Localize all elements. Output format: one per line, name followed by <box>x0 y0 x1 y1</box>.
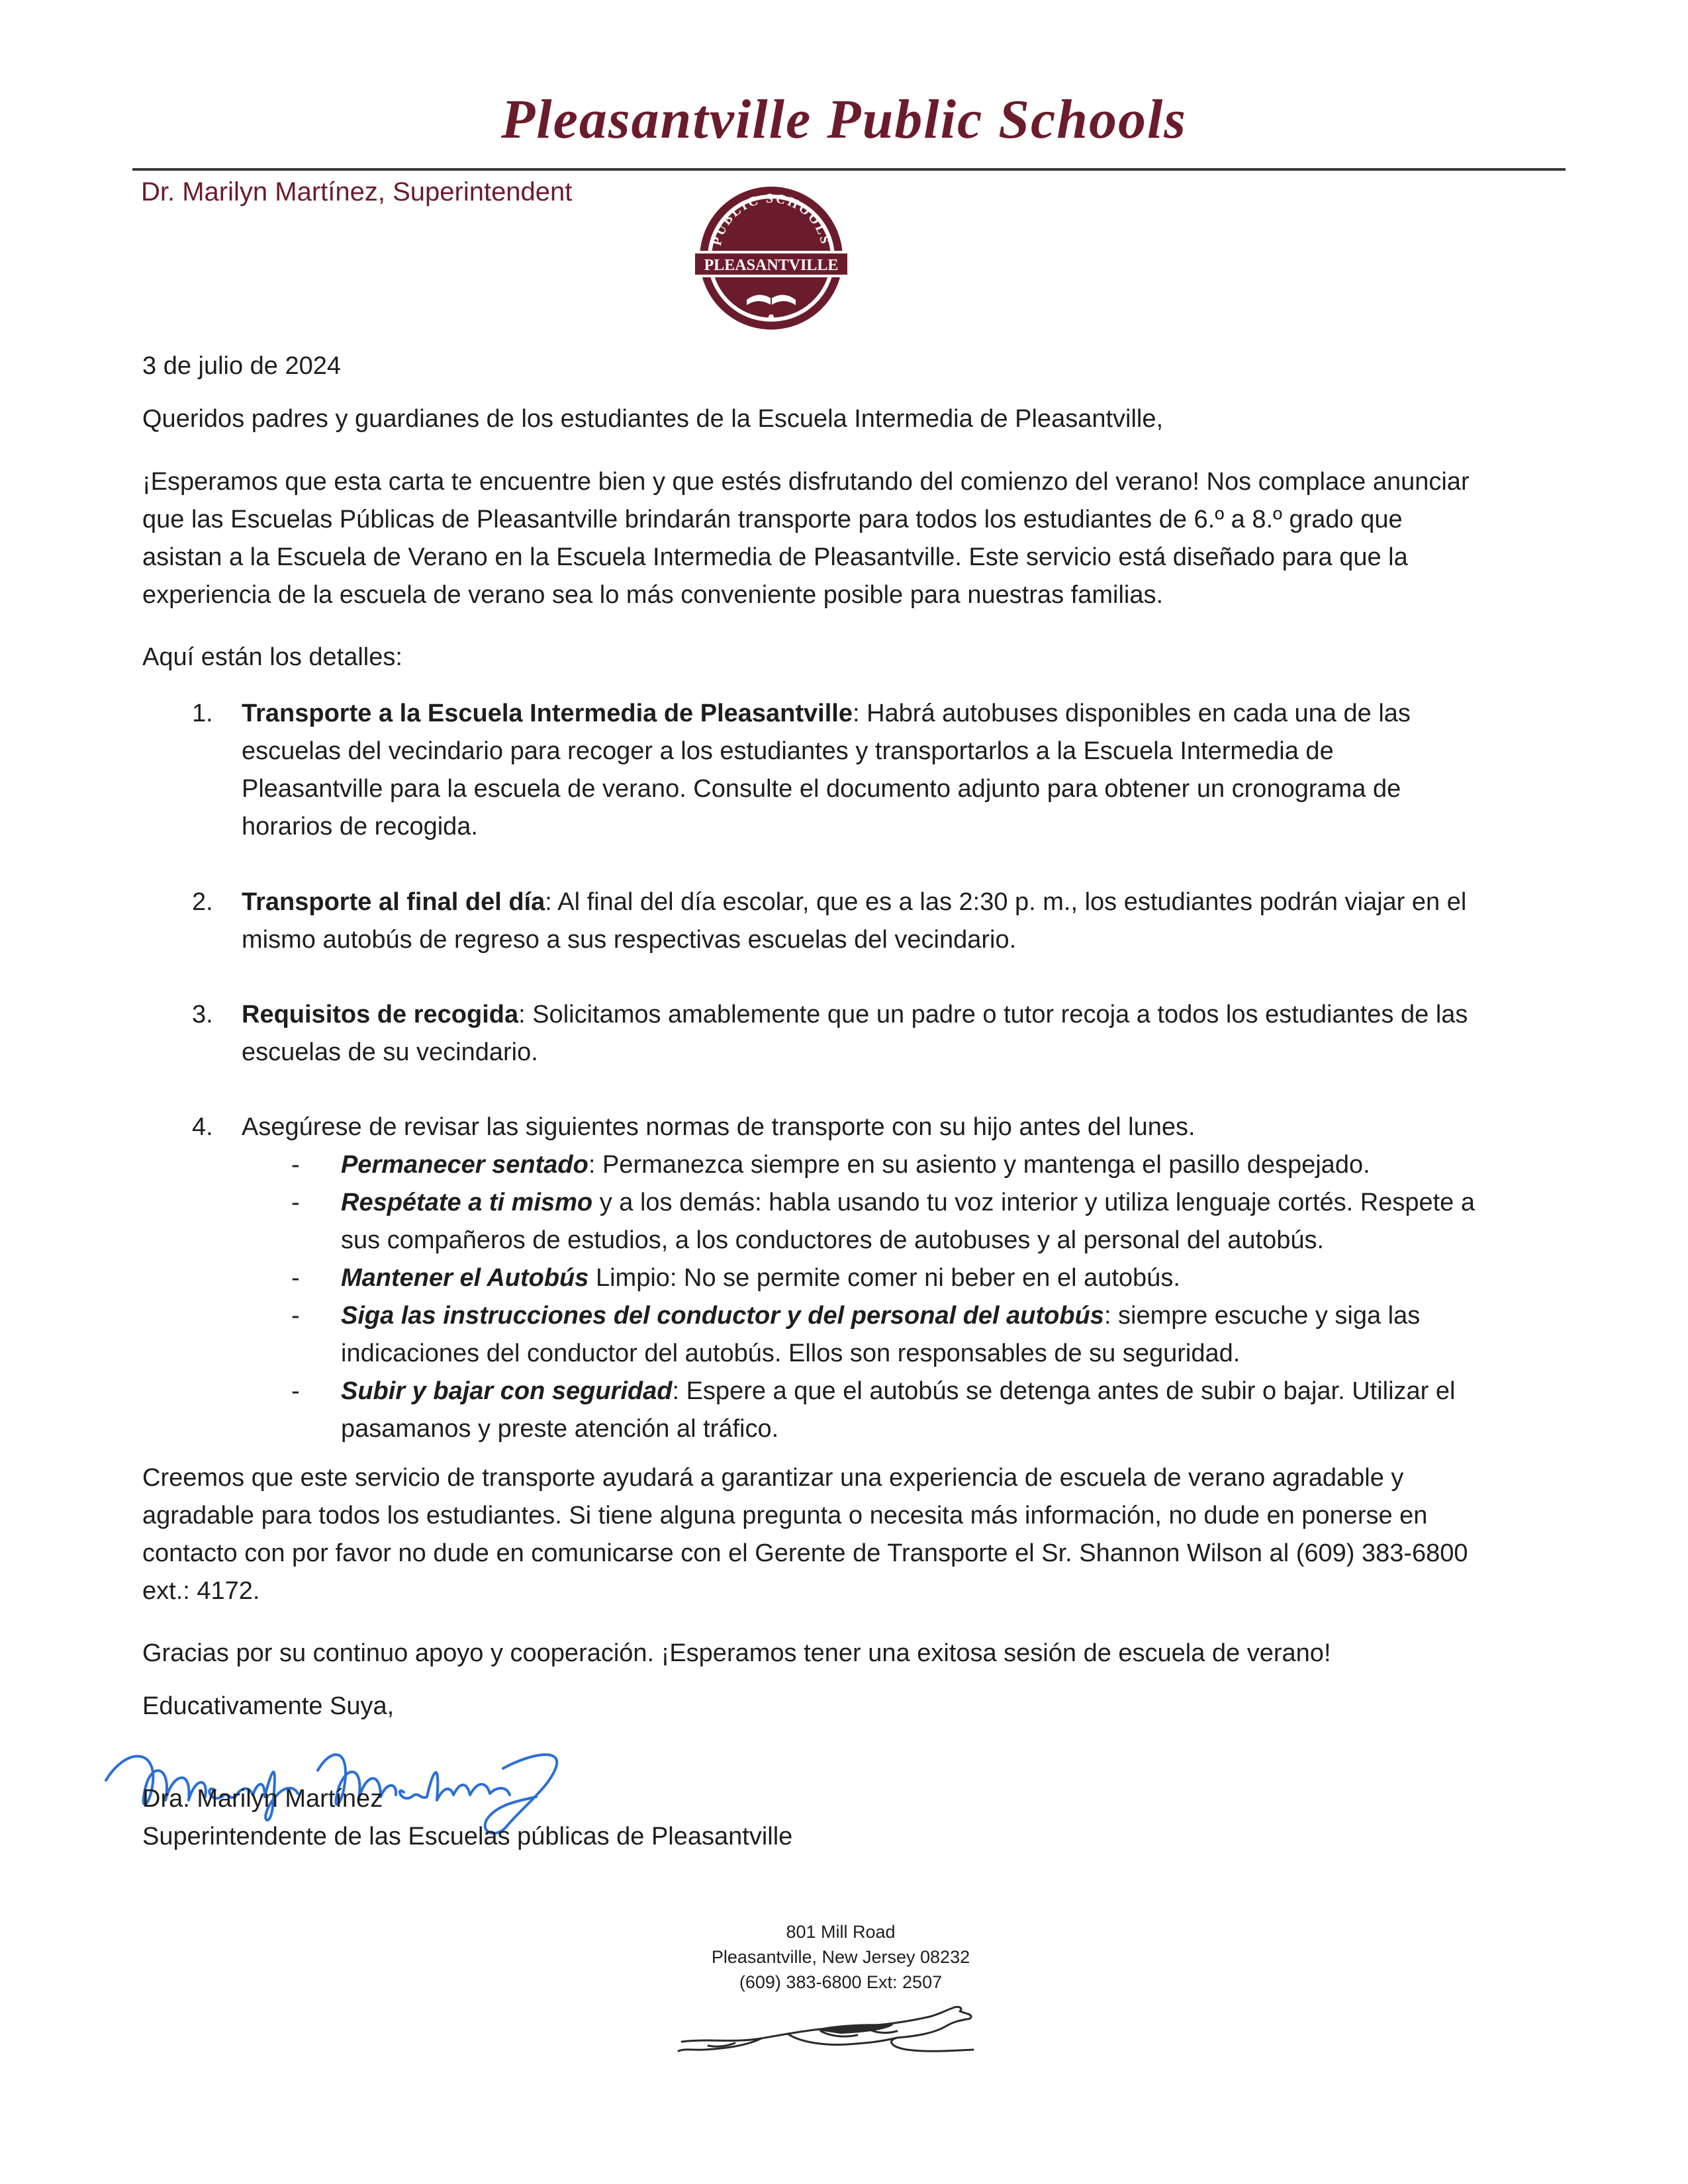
district-title: Pleasantville Public Schools <box>501 89 1187 150</box>
list-item-text: : Solicitamos amablemente que un padre o tutor recoja a todos los estudiantes de las escuelas de su vecindario. <box>242 1001 1468 1066</box>
seal-banner-text: PLEASANTVILLE <box>704 257 839 274</box>
thanks-line: Gracias por su continuo apoyo y cooperación. ¡Esperamos tener una exitosa sesión de escuela de verano! <box>142 1639 1331 1667</box>
rule-dash: - <box>291 1189 300 1216</box>
seal-ring-text: PUBLIC SCHOOLS <box>709 191 833 248</box>
rule-heading: Permanecer sentado <box>341 1151 588 1179</box>
list-item-text: : Habrá autobuses disponibles en cada una de las escuelas del vecindario para recoger a los estudiantes y transportarlos a la Escuela Intermedia de Pleasantville para la escuela de verano. Consulte el documento adjunto para obtener un cronograma de horarios de recogida. <box>242 700 1411 841</box>
district-seal-logo <box>695 182 847 334</box>
letterhead-divider <box>132 168 1566 171</box>
footer-phone: (609) 383-6800 Ext: 2507 <box>739 1972 943 1992</box>
greyhound-icon <box>669 2002 1000 2058</box>
address-line-2: Pleasantville, New Jersey 08232 <box>711 1947 970 1967</box>
rule-heading: Siga las instrucciones del conductor y del personal del autobús <box>341 1302 1104 1330</box>
rule-dash: - <box>291 1377 300 1405</box>
rule-text: : Espere a que el autobús se detenga antes de subir o bajar. Utilizar el pasamanos y preste atención al tráfico. <box>341 1377 1456 1443</box>
rule-text: Limpio: No se permite comer ni beber en el autobús. <box>588 1264 1180 1292</box>
greeting: Queridos padres y guardianes de los estudiantes de la Escuela Intermedia de Pleasantville, <box>142 405 1164 433</box>
superintendent-line: Dr. Marilyn Martínez, Superintendent <box>141 177 573 206</box>
rule-text: y a los demás: habla usando tu voz interior y utiliza lenguaje cortés. Respete a sus compañeros de estudios, a los conductores de autobuses y al personal del autobús. <box>341 1189 1475 1254</box>
rule-text: : siempre escuche y siga las indicaciones del conductor del autobús. Ellos son responsables de su seguridad. <box>341 1302 1421 1367</box>
list-item-number: 2. <box>192 888 213 916</box>
rule-dash: - <box>291 1151 300 1179</box>
list-item-text: : Al final del día escolar, que es a las 2:30 p. m., los estudiantes podrán viajar en el mismo autobús de regreso a sus respectivas escuelas del vecindario. <box>242 888 1467 954</box>
rule-heading: Mantener el Autobús <box>341 1264 589 1292</box>
list-item-heading: Transporte al final del día <box>242 888 545 916</box>
list-item-number: 3. <box>192 1001 213 1028</box>
closing-paragraph: Creemos que este servicio de transporte ayudará a garantizar una experiencia de escuela de verano agradable y agradable para todos los estudiantes. Si tiene alguna pregunta o necesita más información, no dude en ponerse en contacto con por favor no dude en comunicarse con el Gerente de Transporte el Sr. Shannon Wilson al (609) 383-6800 ext.: 4172. <box>142 1464 1468 1605</box>
list-item-number: 4. <box>192 1113 213 1141</box>
signer-name: Dra. Marilyn Martínez <box>142 1785 383 1813</box>
details-lead: Aquí están los detalles: <box>142 643 402 671</box>
rule-dash: - <box>291 1264 300 1292</box>
rule-heading: Subir y bajar con seguridad <box>341 1377 673 1405</box>
list-item-text: Asegúrese de revisar las siguientes normas de transporte con su hijo antes del lunes. <box>242 1113 1196 1141</box>
rule-text: : Permanezca siempre en su asiento y mantenga el pasillo despejado. <box>588 1151 1370 1179</box>
footer-address <box>688 1919 993 1995</box>
list-item-heading: Requisitos de recogida <box>242 1001 519 1028</box>
intro-paragraph: ¡Esperamos que esta carta te encuentre bien y que estés disfrutando del comienzo del verano! Nos complace anunciar que las Escuelas Públicas de Pleasantville brindarán transporte para todos los estudiantes de 6.º a 8.º grado que asistan a la Escuela de Verano en la Escuela Intermedia de Pleasantville. Este servicio está diseñado para que la experiencia de la escuela de verano sea lo más conveniente posible para nuestras familias. <box>142 468 1470 609</box>
rule-heading: Respétate a ti mismo <box>341 1189 593 1216</box>
list-item-number: 1. <box>192 700 213 727</box>
valediction: Educativamente Suya, <box>142 1692 395 1720</box>
letter-date: 3 de julio de 2024 <box>142 352 342 380</box>
address-line-1: 801 Mill Road <box>786 1922 896 1942</box>
signer-title: Superintendente de las Escuelas públicas de Pleasantville <box>142 1823 793 1850</box>
rule-dash: - <box>291 1302 300 1330</box>
list-item-heading: Transporte a la Escuela Intermedia de Pleasantville <box>242 700 853 727</box>
